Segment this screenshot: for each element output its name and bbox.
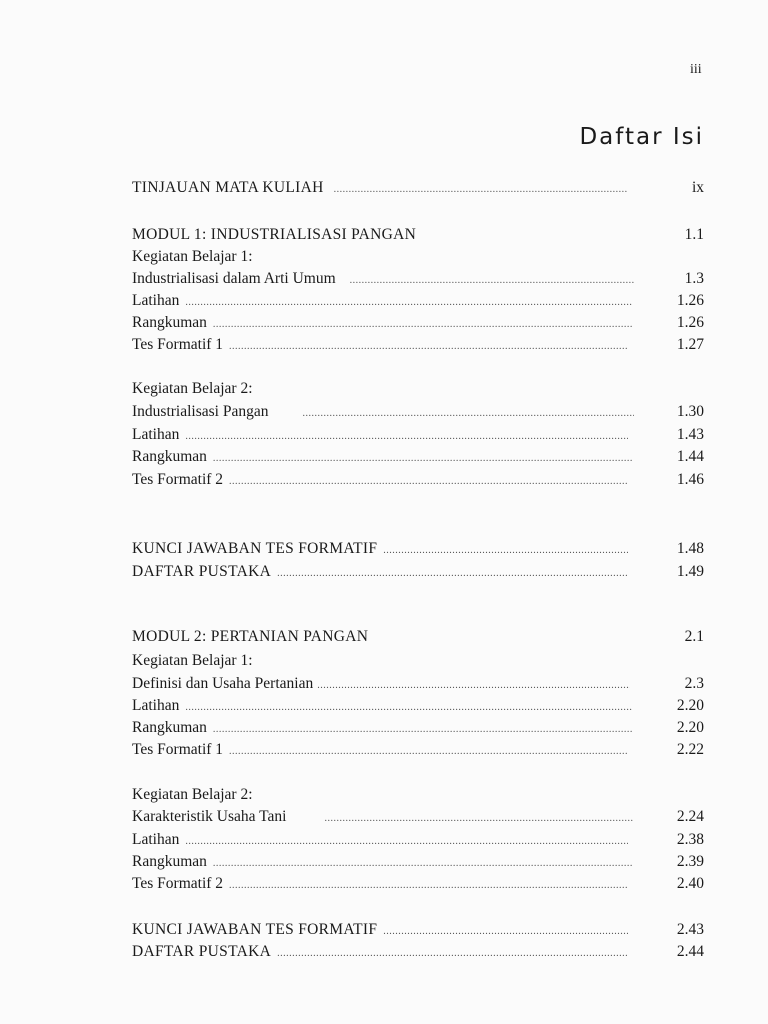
entry-label: MODUL 2: PERTANIAN PANGAN	[132, 628, 369, 645]
toc-entry-m1-kb1-rangkuman[interactable]	[132, 312, 704, 334]
entry-label: MODUL 1: INDUSTRIALISASI PANGAN	[132, 226, 417, 243]
entry-page: 2.40	[676, 875, 704, 892]
entry-page: 2.44	[676, 943, 704, 960]
toc-entry-m2-kb2-latihan[interactable]	[132, 829, 704, 851]
leader-dots	[229, 471, 628, 493]
entry-page: 2.24	[676, 808, 704, 825]
entry-page: 2.43	[676, 921, 704, 938]
entry-label: Industrialisasi dalam Arti Umum	[132, 270, 336, 287]
entry-label: Rangkuman	[132, 314, 207, 331]
entry-page: 1.27	[676, 336, 704, 353]
leader-dots	[324, 808, 634, 830]
entry-page: 1.49	[676, 563, 704, 580]
leader-dots	[213, 719, 632, 741]
entry-page: 2.3	[684, 675, 704, 692]
kegiatan-belajar-heading: Kegiatan Belajar 1:	[132, 248, 253, 265]
entry-label: Rangkuman	[132, 853, 207, 870]
entry-page: 1.46	[676, 471, 704, 488]
toc-entry-m1-kb1-latihan[interactable]	[132, 290, 704, 312]
leader-dots	[334, 179, 628, 201]
leader-dots	[185, 426, 628, 448]
entry-label: Tes Formatif 2	[132, 471, 224, 488]
toc-entry-m1-kb2-latihan[interactable]	[132, 424, 704, 446]
entry-label: Definisi dan Usaha Pertanian	[132, 675, 314, 692]
leader-dots	[277, 563, 628, 585]
leader-dots	[229, 875, 628, 897]
leader-dots	[185, 697, 632, 719]
toc-entry-m1-kb2-topic[interactable]	[132, 401, 704, 423]
leader-dots	[229, 741, 628, 763]
kegiatan-belajar-heading: Kegiatan Belajar 2:	[132, 786, 253, 803]
toc-entry-m1-kb1-tes[interactable]	[132, 334, 704, 356]
leader-dots	[213, 448, 632, 470]
kegiatan-belajar-heading: Kegiatan Belajar 1:	[132, 652, 253, 669]
entry-label: Latihan	[132, 697, 180, 714]
entry-label: Karakteristik Usaha Tani	[132, 808, 287, 825]
entry-label: Tes Formatif 1	[132, 741, 224, 758]
entry-label: DAFTAR PUSTAKA	[132, 943, 272, 960]
entry-label: Latihan	[132, 831, 180, 848]
entry-page: 1.26	[676, 314, 704, 331]
entry-label: Tes Formatif 1	[132, 336, 224, 353]
entry-page: 1.30	[676, 403, 704, 420]
toc-entry-m2-kb1-tes[interactable]	[132, 739, 704, 761]
leader-dots	[302, 403, 634, 425]
toc-entry-tinjauan[interactable]	[132, 177, 704, 199]
leader-dots	[185, 292, 632, 314]
toc-entry-m2-kb2-rangkuman[interactable]	[132, 851, 704, 873]
entry-label: Rangkuman	[132, 448, 207, 465]
page-number: iii	[690, 62, 702, 77]
leader-dots	[213, 853, 632, 875]
toc-entry-m1-kb2-rangkuman[interactable]	[132, 446, 704, 468]
entry-page: 1.26	[676, 292, 704, 309]
entry-page: 2.20	[676, 719, 704, 736]
kegiatan-belajar-heading: Kegiatan Belajar 2:	[132, 380, 253, 397]
toc-entry-m1-pustaka[interactable]	[132, 561, 704, 583]
toc-entry-m2-kunci[interactable]	[132, 919, 704, 941]
leader-dots	[277, 943, 628, 965]
toc-entry-m2-kb1-latihan[interactable]	[132, 695, 704, 717]
toc-entry-m2-kb1-topic[interactable]	[132, 673, 704, 695]
entry-label: Industrialisasi Pangan	[132, 403, 269, 420]
entry-label: KUNCI JAWABAN TES FORMATIF	[132, 540, 378, 557]
toc-entry-modul-1[interactable]	[132, 224, 704, 246]
entry-page: ix	[691, 179, 704, 196]
toc-entry-m2-kb1-rangkuman[interactable]	[132, 717, 704, 739]
toc-entry-modul-2[interactable]	[132, 626, 704, 648]
entry-page: 2.20	[676, 697, 704, 714]
toc-entry-m2-kb2-tes[interactable]	[132, 873, 704, 895]
entry-label: KUNCI JAWABAN TES FORMATIF	[132, 921, 378, 938]
leader-dots	[383, 921, 628, 943]
entry-label: Tes Formatif 2	[132, 875, 224, 892]
entry-label: DAFTAR PUSTAKA	[132, 563, 272, 580]
entry-page: 1.48	[676, 540, 704, 557]
entry-page: 1.3	[684, 270, 704, 287]
entry-page: 2.22	[676, 741, 704, 758]
leader-dots	[383, 540, 628, 562]
entry-page: 1.43	[676, 426, 704, 443]
entry-page: 2.38	[676, 831, 704, 848]
entry-page: 2.39	[676, 853, 704, 870]
toc-entry-m2-pustaka[interactable]	[132, 941, 704, 963]
toc-entry-m1-kb2-tes[interactable]	[132, 469, 704, 491]
entry-label: Rangkuman	[132, 719, 207, 736]
entry-page: 1.1	[684, 226, 704, 243]
entry-label: Latihan	[132, 426, 180, 443]
toc-entry-m2-kb2-topic[interactable]	[132, 806, 704, 828]
leader-dots	[185, 831, 628, 853]
toc-entry-m1-kunci[interactable]	[132, 538, 704, 560]
leader-dots	[213, 314, 632, 336]
leader-dots	[350, 270, 634, 292]
entry-label: Latihan	[132, 292, 180, 309]
entry-page: 1.44	[676, 448, 704, 465]
entry-label: TINJAUAN MATA KULIAH	[132, 179, 324, 196]
toc-entry-m1-kb1-topic[interactable]	[132, 268, 704, 290]
entry-page: 2.1	[684, 628, 704, 645]
page-title: Daftar Isi	[579, 124, 704, 150]
leader-dots	[317, 675, 630, 697]
leader-dots	[229, 336, 628, 358]
